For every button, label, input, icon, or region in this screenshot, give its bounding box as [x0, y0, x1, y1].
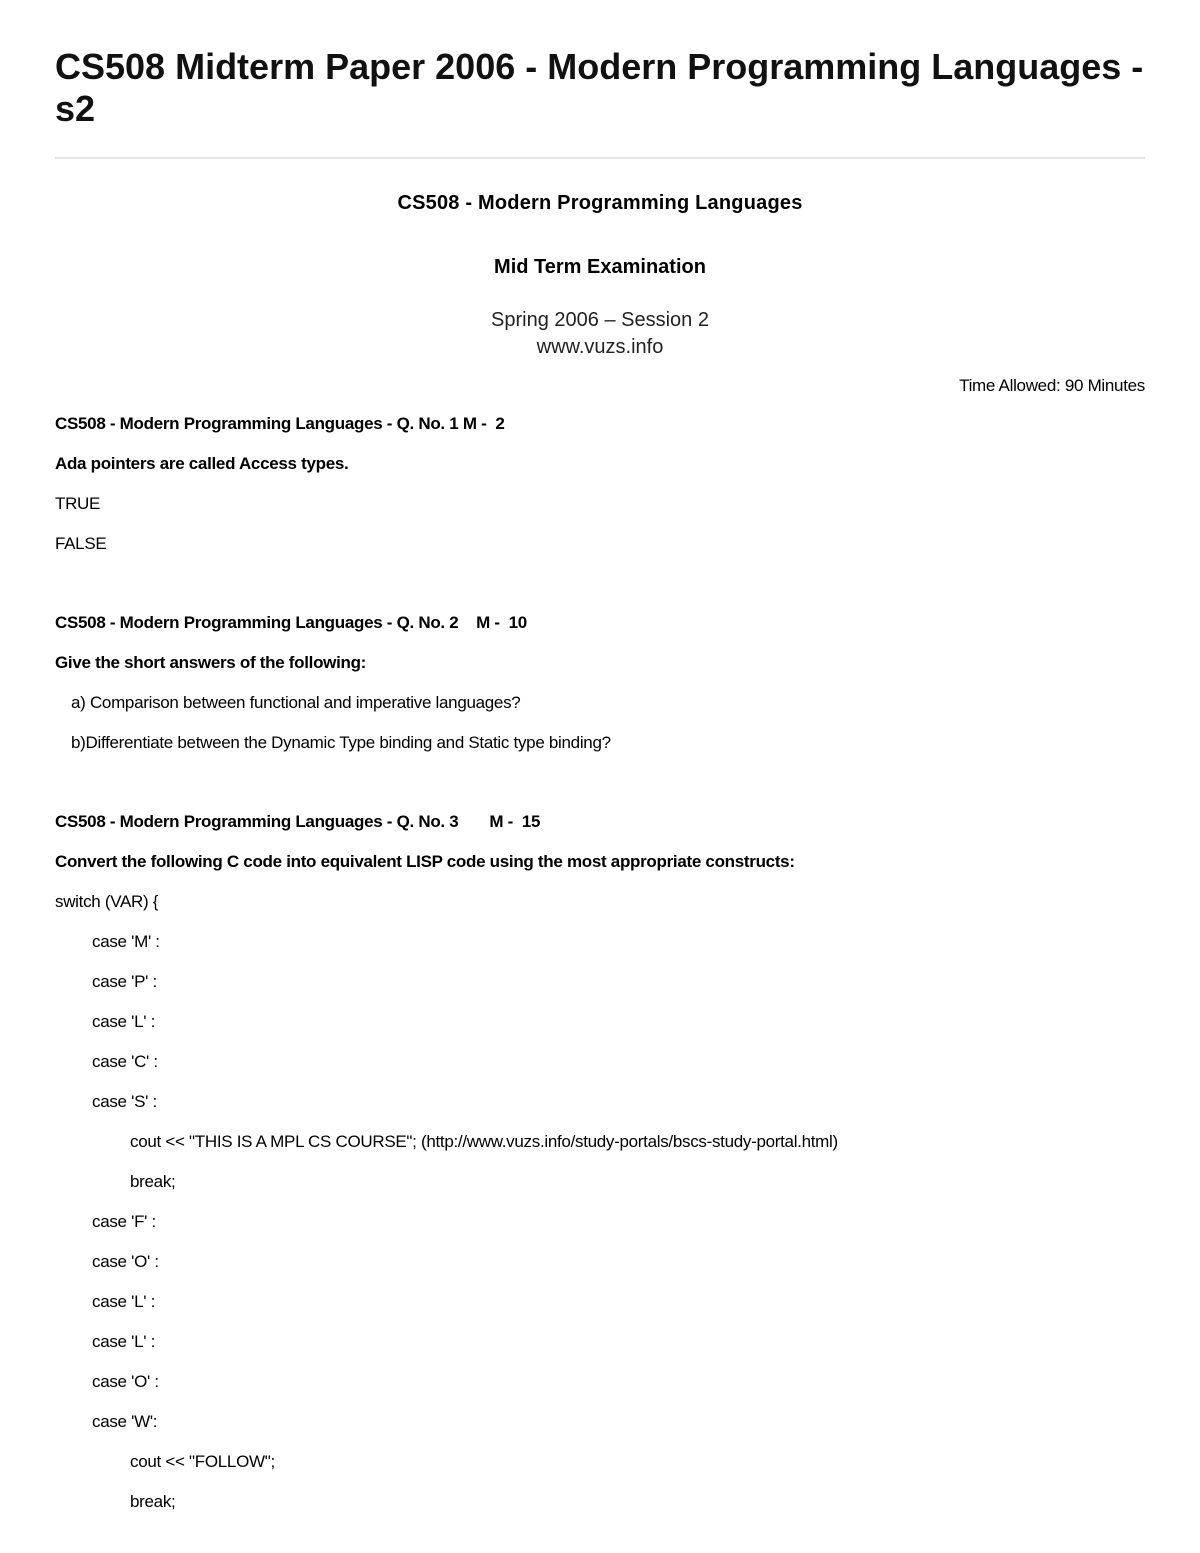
question-2-part-b: b)Differentiate between the Dynamic Type binding and Static type binding?	[71, 733, 611, 752]
time-allowed: Time Allowed: 90 Minutes	[959, 376, 1145, 395]
site-name: www.vuzs.info	[536, 336, 664, 358]
code-line: case 'M' :	[92, 932, 160, 951]
question-1-option-true: TRUE	[55, 494, 101, 513]
code-line: case 'C' :	[92, 1052, 158, 1071]
code-line: case 'W':	[92, 1412, 158, 1431]
code-line: case 'O' :	[92, 1372, 159, 1391]
code-line: case 'O' :	[92, 1252, 159, 1271]
title-divider	[55, 157, 1145, 159]
question-2-part-a: a) Comparison between functional and imperative languages?	[71, 693, 521, 712]
question-1-heading: CS508 - Modern Programming Languages - Q. No. 1 M - 2	[55, 414, 505, 433]
exam-type: Mid Term Examination	[494, 256, 706, 278]
exam-header	[55, 190, 1145, 360]
question-3	[55, 810, 1145, 1514]
code-line: break;	[130, 1172, 176, 1191]
question-1	[55, 412, 1145, 556]
question-2-heading: CS508 - Modern Programming Languages - Q. No. 2 M - 10	[55, 613, 527, 632]
code-line: case 'S' :	[92, 1092, 157, 1111]
page-title: CS508 Midterm Paper 2006 - Modern Programming Languages - s2	[55, 46, 1144, 129]
exam-session: Spring 2006 – Session 2	[491, 309, 709, 331]
code-line: break;	[130, 1492, 176, 1511]
document-page	[55, 40, 1145, 1514]
code-line: case 'L' :	[92, 1012, 156, 1031]
code-line: case 'F' :	[92, 1212, 156, 1231]
question-2	[55, 611, 1145, 755]
course-name: CS508 - Modern Programming Languages	[397, 192, 803, 214]
code-line: case 'P' :	[92, 972, 157, 991]
question-2-prompt: Give the short answers of the following:	[55, 653, 367, 672]
code-line: case 'L' :	[92, 1332, 156, 1351]
code-line: cout << "FOLLOW";	[130, 1452, 275, 1471]
code-line: case 'L' :	[92, 1292, 156, 1311]
question-3-heading: CS508 - Modern Programming Languages - Q. No. 3 M - 15	[55, 812, 541, 831]
question-1-prompt: Ada pointers are called Access types.	[55, 454, 349, 473]
code-line: cout << "THIS IS A MPL CS COURSE"; (http://www.vuzs.info/study-portals/bscs-study-portal.html)	[130, 1132, 838, 1151]
question-3-prompt: Convert the following C code into equivalent LISP code using the most appropriate constructs:	[55, 852, 795, 871]
question-1-option-false: FALSE	[55, 534, 107, 553]
code-line: switch (VAR) {	[55, 892, 159, 911]
